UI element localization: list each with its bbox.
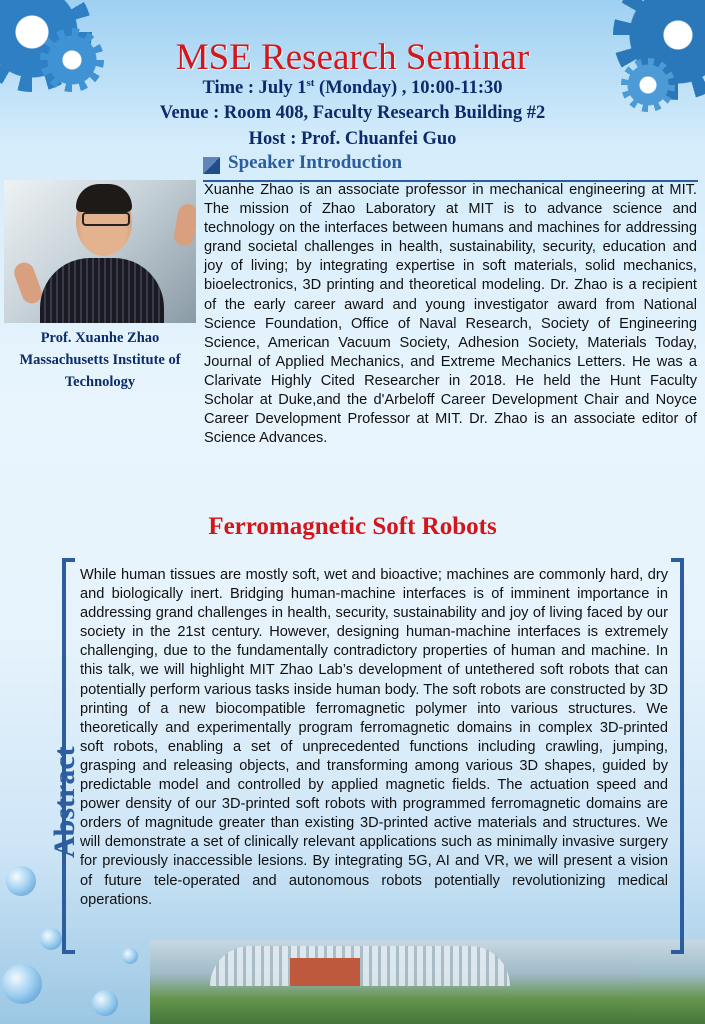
molecule-bubble: [92, 990, 118, 1016]
molecule-bubble: [2, 964, 42, 1004]
molecule-bubble: [6, 866, 36, 896]
page-title: MSE Research Seminar: [175, 37, 530, 78]
photo-hair-shape: [76, 184, 132, 212]
photo-left-hand-shape: [11, 260, 44, 306]
abstract-right-bracket: [671, 558, 684, 954]
photo-body-shape: [40, 258, 164, 323]
photo-glasses-shape: [82, 212, 130, 226]
speaker-photo: [4, 180, 196, 323]
speaker-name: Prof. Xuanhe Zhao: [40, 330, 160, 346]
speaker-affiliation-cont: Technology: [64, 374, 136, 390]
abstract-text: While human tissues are mostly soft, wet and bioactive; machines are commonly hard, dry and biologically inert. Bridging human-machine interfaces is of imminent importance in addressing grand challenges in health, security, sustainability and joy of living faced by our society in the 21st century. However, designing human-machine interfaces is extremely challenging, due to the fundamentally contradictory properties of human and machine. In this talk, we will highlight MIT Zhao Lab’s development of untethered soft robots that can potentially perform various tasks inside human body. The soft robots are constructed by 3D printing of a new biocompatible ferromagnetic polymer into various structures. We theoretically and experimentally program ferromagnetic domains in complex 3D-printed soft robots, enabling a set of unprecedented functions including crawling, jumping, grasping and releasing objects, and transforming among various 3D shapes, guided by predictable model and controlled by applied magnetic fields. The actuation speed and power density of our 3D-printed soft robots with programmed ferromagnetic domains are orders of magnitude greater than existing 3D-printed active materials and structures. We will demonstrate a set of clinically relevant applications such as minimally invasive surgery for previously inaccessible lesions. By integrating 5G, AI and VR, we will present a vision of future tele-operated and autonomous robots potentially revolutionizing medical operations.: [80, 567, 668, 908]
speaker-section-label: Speaker Introduction: [228, 152, 403, 173]
campus-building-photo: [150, 940, 705, 1024]
molecule-bubble: [40, 928, 62, 950]
speaker-bio: Xuanhe Zhao is an associate professor in mechanical engineering at MIT. The mission of Zhao Laboratory at MIT is to advance science and technology on the interfaces between humans and machines for addressing grand societal challenges in health, sustainability, security, education and joy of living; by integrating expertise in soft materials, solid mechanics, bioelectronics, 3D printing and theoretical modeling. Dr. Zhao is a recipient of the early career award and young investigator award from National Science Foundation, Office of Naval Research, Society of Engineering Science, American Vacuum Society, Adhesion Society, Materials Today, Journal of Applied Mechanics, and Extreme Mechanics Letters. He was a Clarivate Highly Cited Researcher in 2018. He held the Hunt Faculty Scholar at Duke,and the d'Arbeloff Career Development Chair and Noyce Career Development Professor at MIT. Dr. Zhao is an associate editor of Science Advances.: [204, 182, 697, 447]
speaker-section-header: [203, 152, 698, 182]
talk-title: Ferromagnetic Soft Robots: [208, 513, 497, 540]
molecule-bubble: [122, 948, 138, 964]
venue-line: Venue : Room 408, Faculty Research Building #2: [159, 103, 546, 123]
photo-right-hand-shape: [173, 203, 196, 248]
time-line: Time : July 1st (Monday) , 10:00-11:30: [202, 77, 503, 99]
host-line: Host : Prof. Chuanfei Guo: [248, 129, 457, 149]
abstract-label: Abstract: [48, 746, 81, 858]
square-bullet-icon: [203, 157, 220, 174]
speaker-affiliation: Massachusetts Institute of: [19, 352, 181, 368]
